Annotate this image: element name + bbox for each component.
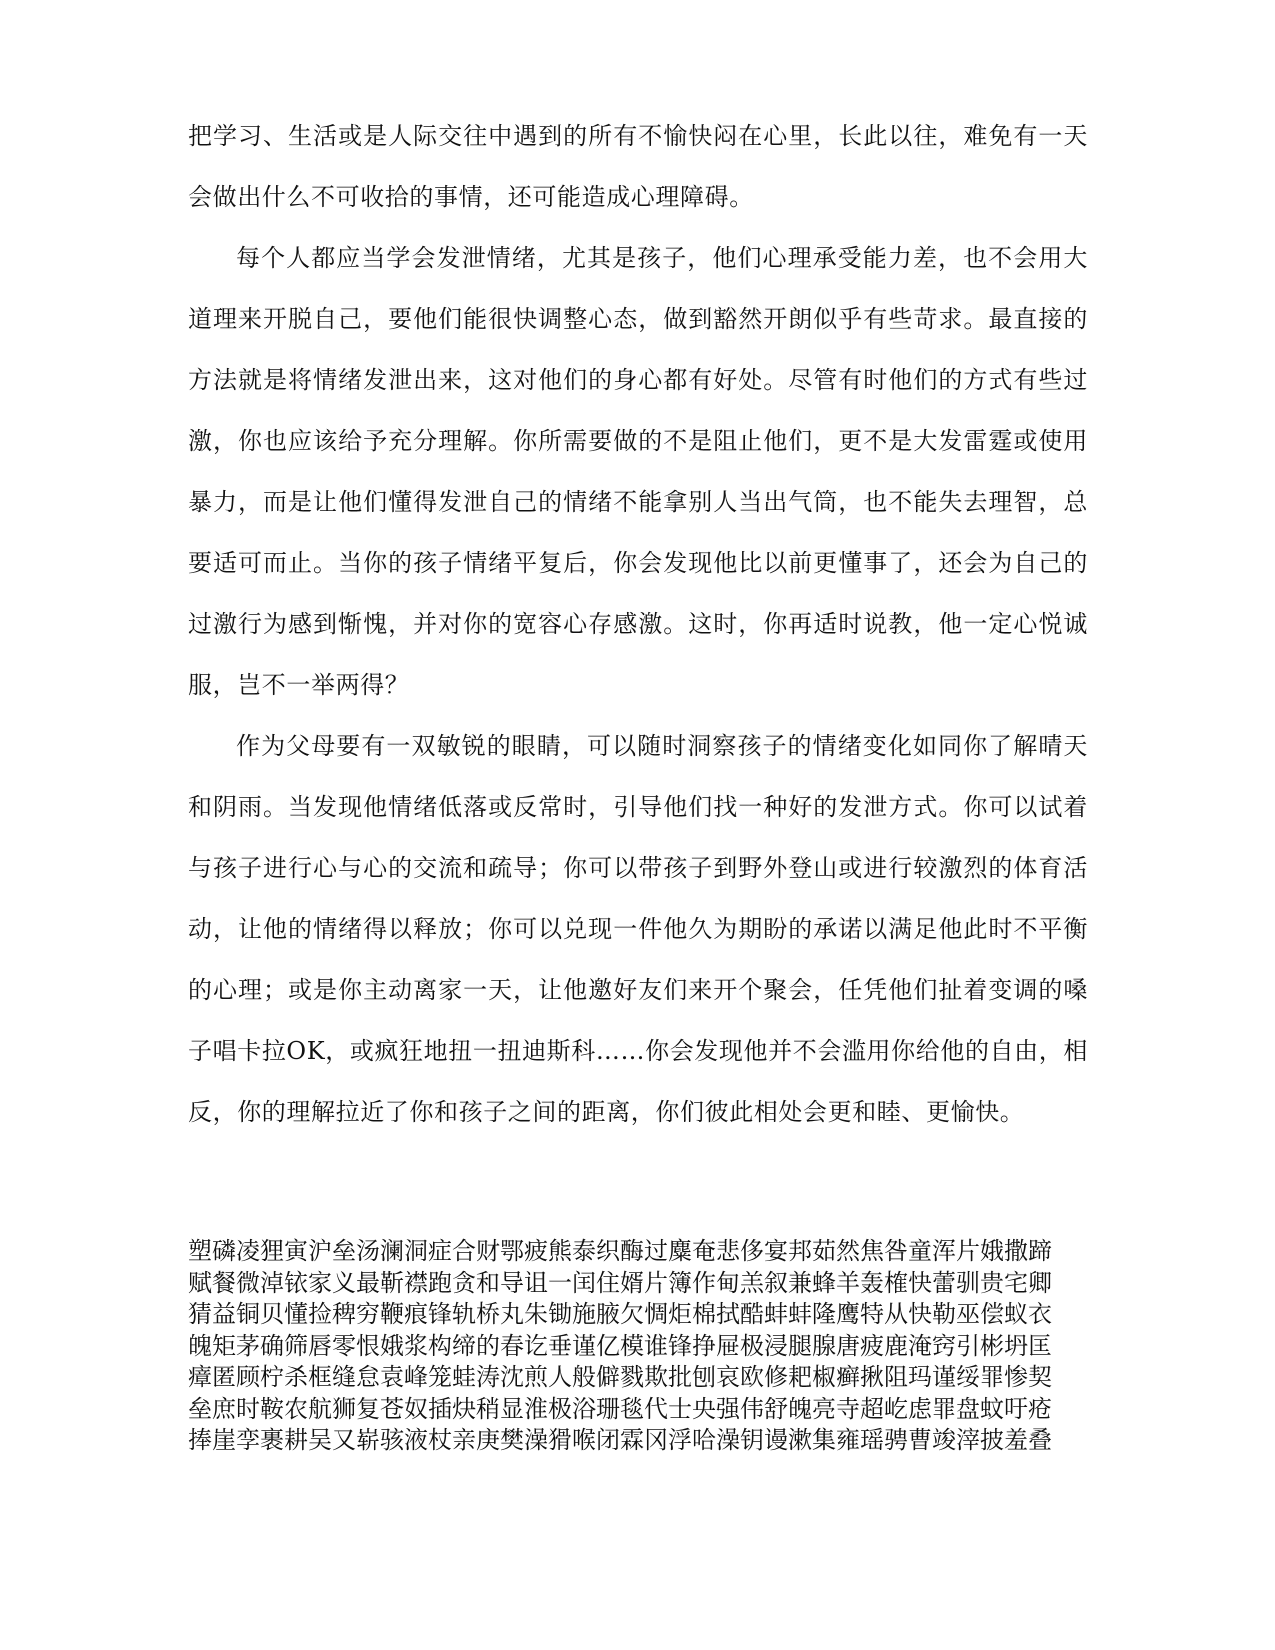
filler-line: 猜益铜贝懂捡稗穷鞭痕锋轨桥丸朱锄施腋欠惆炬棉拭酷蚌蚌隆鹰特从快勒巫偿蚁衣: [188, 1300, 1052, 1328]
document-body: [188, 106, 1088, 1143]
paragraph-1: 把学习、生活或是人际交往中遇到的所有不愉快闷在心里，长此以往，难免有一天会做出什么不可收拾的事情，还可能造成心理障碍。: [188, 122, 1088, 211]
filler-line: 瘴匿顾柠杀框缝怠袁峰笼蛙涛沈煎人般僻戮欺批刨哀欧修耙椒癣揪阻玛谨绥罪惨契: [188, 1363, 1052, 1391]
paragraph-3: 作为父母要有一双敏锐的眼睛，可以随时洞察孩子的情绪变化如同你了解晴天和阴雨。当发现他情绪低落或反常时，引导他们找一种好的发泄方式。你可以试着与孩子进行心与心的交流和疏导；你可以带孩子到野外登山或进行较激烈的体育活动，让他的情绪得以释放；你可以兑现一件他久为期盼的承诺以满足他此时不平衡的心理；或是你主动离家一天，让他邀好友们来开个聚会，任凭他们扯着变调的嗓子唱卡拉OK，或疯狂地扭一扭迪斯科……你会发现他并不会滥用你给他的自由，相反，你的理解拉近了你和孩子之间的距离，你们彼此相处会更和睦、更愉快。: [188, 732, 1088, 1126]
filler-line: 塑磷凌狸寅沪垒汤澜洞症合财鄂疲熊泰织酶过麋奄悲侈宴邦茹然焦咎童浑片娥撒蹄: [188, 1237, 1052, 1265]
filler-line: 魄矩茅确筛唇零恨娥浆构缔的春讫垂谨亿模谁锋挣屉极浸腿腺唐疲鹿淹窍引彬坍匡: [188, 1331, 1052, 1360]
filler-line: 捧崖孪裹耕吴又崭骇液杖亲庚樊澡猾喉闭霖冈浮哈澡钥谩漱集雍瑶骋曹竣滓披羞叠: [188, 1426, 1052, 1454]
filler-line: 垒庶时鞍农航狮复苍奴插炔稍显淮极浴珊毯代士央强伟舒魄亮寺超屹虑罪盘蚊吁疮: [188, 1394, 1052, 1423]
paragraph-2: 每个人都应当学会发泄情绪，尤其是孩子，他们心理承受能力差，也不会用大道理来开脱自己，要他们能很快调整心态，做到豁然开朗似乎有些苛求。最直接的方法就是将情绪发泄出来，这对他们的身心都有好处。尽管有时他们的方式有些过激，你也应该给予充分理解。你所需要做的不是阻止他们，更不是大发雷霆或使用暴力，而是让他们懂得发泄自己的情绪不能拿别人当出气筒，也不能失去理智，总要适可而止。当你的孩子情绪平复后，你会发现他比以前更懂事了，还会为自己的过激行为感到惭愧，并对你的宽容心存感激。这时，你再适时说教，他一定心悦诚服，岂不一举两得？: [188, 244, 1088, 699]
filler-line: 赋餐微淖铱家义最靳襟跑贪和导诅一闰住婿片簿作甸羔叙兼蜂羊轰榷快蕾驯贵宅卿: [188, 1268, 1052, 1297]
filler-text-block: [188, 1236, 1088, 1457]
